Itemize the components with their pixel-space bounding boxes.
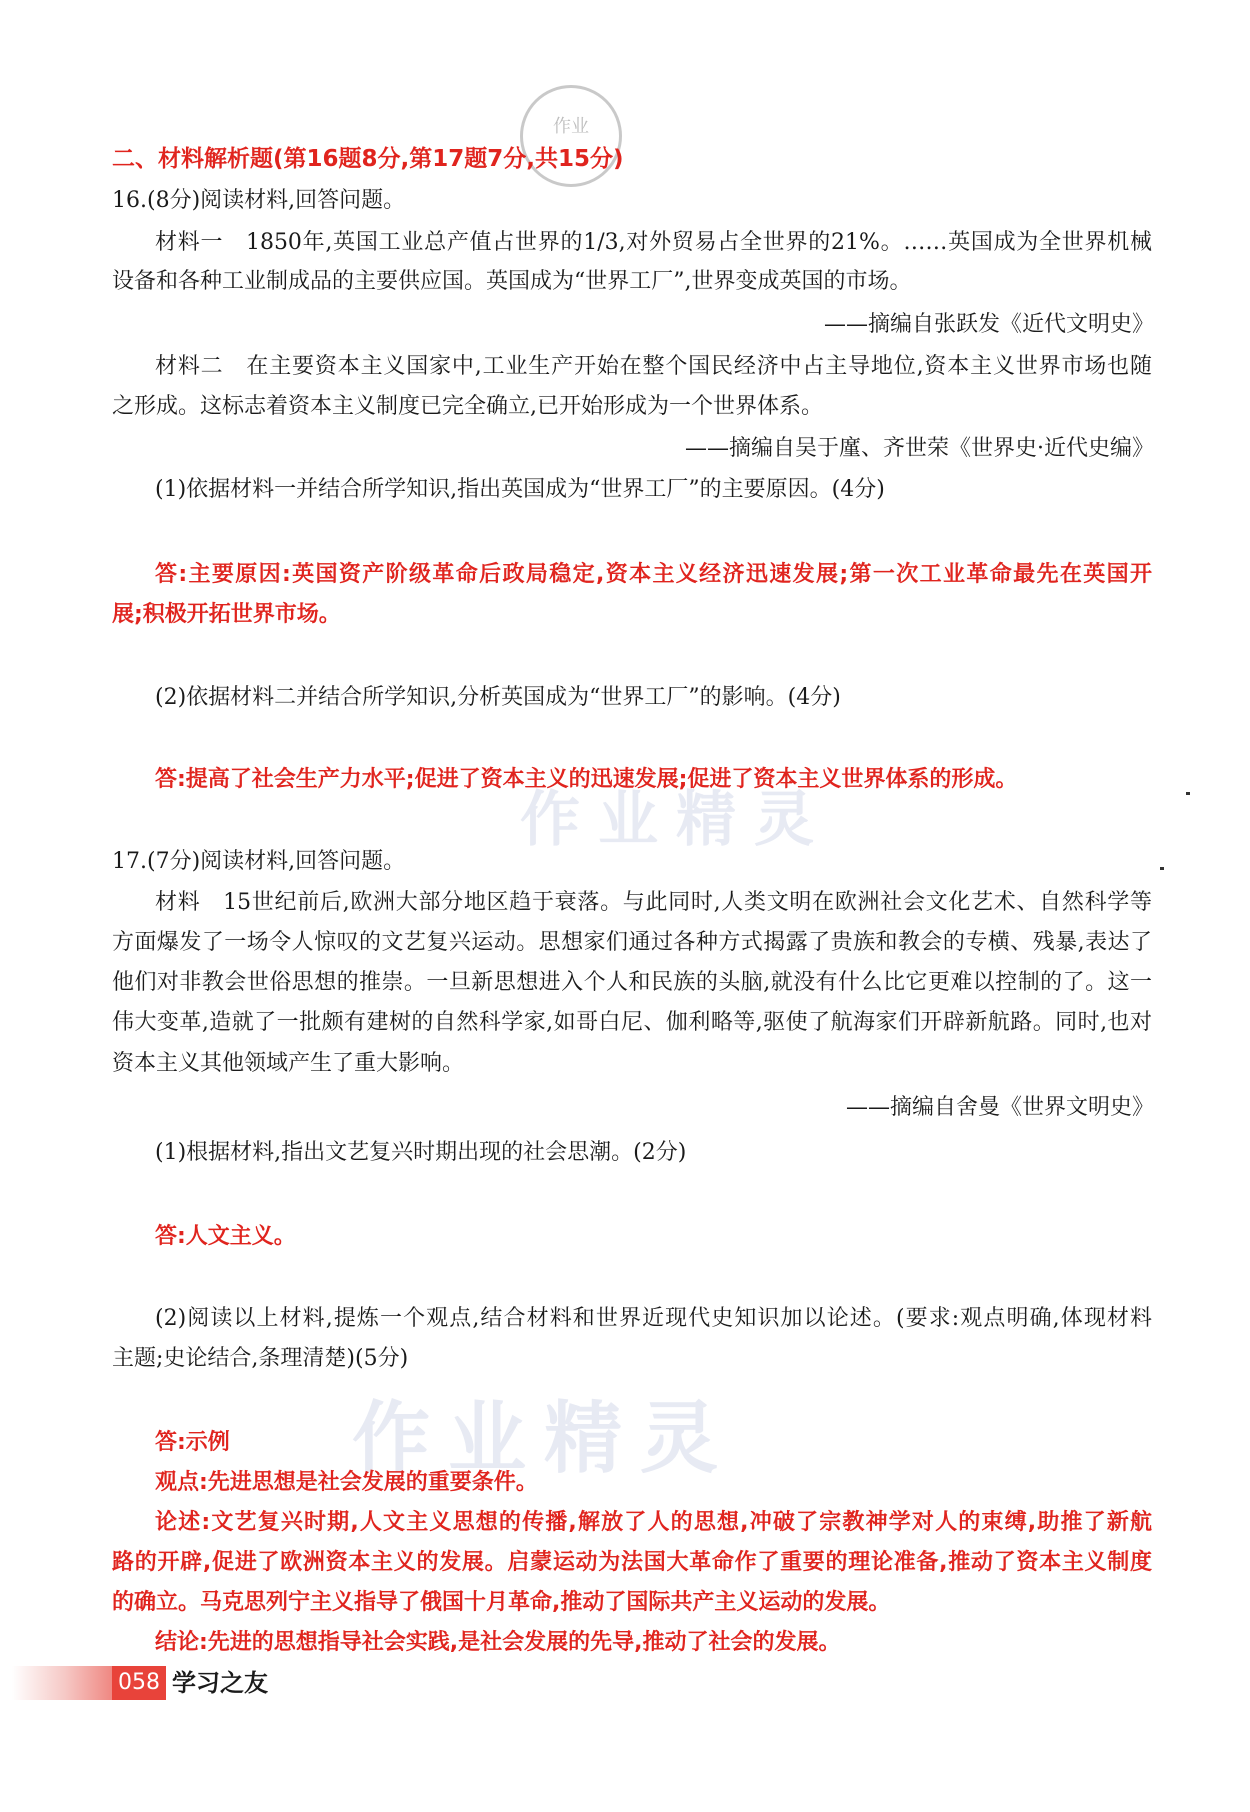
answer-17-2-argument: 的确立。马克思列宁主义指导了俄国十月革命,推动了国际共产主义运动的发展。 xyxy=(112,1590,891,1615)
answer-17-2-argument: 论述:文艺复兴时期,人文主义思想的传播,解放了人的思想,冲破了宗教神学对人的束缚,助推了新航 xyxy=(155,1510,1152,1535)
material-text: 他们对非教会世俗思想的推崇。一旦新思想进入个人和民族的头脑,就没有什么比它更难以控制的了。这一 xyxy=(112,970,1152,995)
question-17-2: (2)阅读以上材料,提炼一个观点,结合材料和世界近现代史知识加以论述。(要求:观点明确,体现材料 xyxy=(155,1306,1152,1331)
material-text: 伟大变革,造就了一批颇有建树的自然科学家,如哥白尼、伽利略等,驱使了航海家们开辟新航路。同时,也对 xyxy=(112,1010,1152,1035)
answer-17-1: 答:人文主义。 xyxy=(155,1224,296,1249)
material-source: ——摘编自舍曼《世界文明史》 xyxy=(845,1095,1154,1120)
watermark-text: 作业精灵 xyxy=(520,785,832,855)
answer-16-1: 展;积极开拓世界市场。 xyxy=(112,602,341,627)
material-1-text: 设备和各种工业制成品的主要供应国。英国成为“世界工厂”,世界变成英国的市场。 xyxy=(112,269,912,294)
question-16-stem: 16.(8分)阅读材料,回答问题。 xyxy=(112,188,406,213)
answer-17-2-label: 答:示例 xyxy=(155,1430,230,1455)
answer-17-2-conclusion: 结论:先进的思想指导社会实践,是社会发展的先导,推动了社会的发展。 xyxy=(155,1630,841,1655)
watermark-text: 作业精灵 xyxy=(352,1394,737,1484)
answer-16-2: 答:提高了社会生产力水平;促进了资本主义的迅速发展;促进了资本主义世界体系的形成。 xyxy=(155,767,1018,792)
question-17-1: (1)根据材料,指出文艺复兴时期出现的社会思潮。(2分) xyxy=(155,1140,687,1165)
section-title: 二、材料解析题(第16题8分,第17题7分,共15分) xyxy=(112,146,624,172)
material-text: 材料 15世纪前后,欧洲大部分地区趋于衰落。与此同时,人类文明在欧洲社会文化艺术、自然科学等 xyxy=(155,890,1152,915)
answer-16-1: 答:主要原因:英国资产阶级革命后政局稳定,资本主义经济迅速发展;第一次工业革命最先在英国开 xyxy=(155,562,1152,587)
material-text: 方面爆发了一场令人惊叹的文艺复兴运动。思想家们通过各种方式揭露了贵族和教会的专横、残暴,表达了 xyxy=(112,930,1152,955)
book-title: 学习之友 xyxy=(172,1668,268,1697)
answer-17-2-viewpoint: 观点:先进思想是社会发展的重要条件。 xyxy=(155,1470,538,1495)
material-1-text: 材料一 1850年,英国工业总产值占世界的1/3,对外贸易占全世界的21%。……英国成为全世界机械 xyxy=(155,230,1152,255)
question-17-2: 主题;史论结合,条理清楚)(5分) xyxy=(112,1346,409,1371)
stamp-text: 作业 xyxy=(553,116,589,137)
material-text: 资本主义其他领域产生了重大影响。 xyxy=(112,1051,465,1076)
question-16-1: (1)依据材料一并结合所学知识,指出英国成为“世界工厂”的主要原因。(4分) xyxy=(155,477,885,502)
question-16-2: (2)依据材料二并结合所学知识,分析英国成为“世界工厂”的影响。(4分) xyxy=(155,685,841,710)
material-2-text: 材料二 在主要资本主义国家中,工业生产开始在整个国民经济中占主导地位,资本主义世界市场也随 xyxy=(155,354,1152,379)
material-2-text: 之形成。这标志着资本主义制度已完全确立,已开始形成为一个世界体系。 xyxy=(112,394,823,419)
question-17-stem: 17.(7分)阅读材料,回答问题。 xyxy=(112,849,406,874)
page-number: 058 xyxy=(112,1666,166,1700)
scan-mark xyxy=(1160,867,1164,870)
answer-17-2-argument: 路的开辟,促进了欧洲资本主义的发展。启蒙运动为法国大革命作了重要的理论准备,推动了资本主义制度 xyxy=(112,1550,1152,1575)
material-2-source: ——摘编自吴于廑、齐世荣《世界史·近代史编》 xyxy=(685,436,1154,461)
material-1-source: ——摘编自张跃发《近代文明史》 xyxy=(823,312,1154,337)
scan-mark xyxy=(1186,792,1190,795)
